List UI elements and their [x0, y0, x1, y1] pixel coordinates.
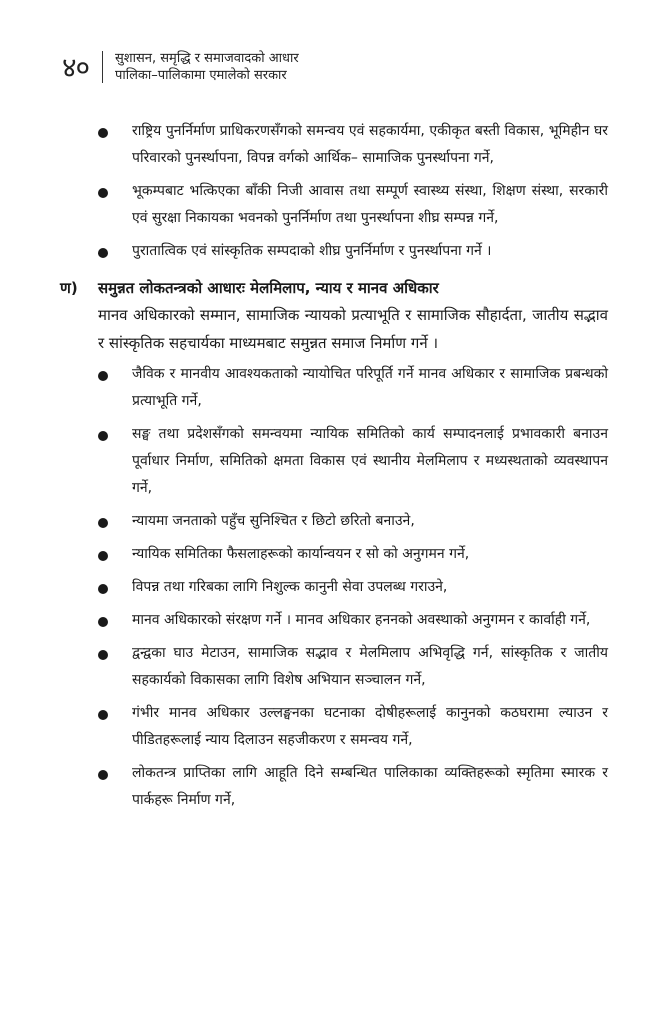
running-header: [62, 48, 299, 86]
section-title: समुन्नत लोकतन्त्रको आधारः मेलमिलाप, न्याय र मानव अधिकार: [98, 279, 439, 297]
list-item-text: न्यायिक समितिका फैसलाहरूको कार्यान्वयन र सो को अनुगमन गर्ने,: [132, 546, 470, 562]
list-item-text: लोकतन्त्र प्राप्तिका लागि आहूति दिने सम्बन्धित पालिकाका व्यक्तिहरूको स्मृतिमा स्मारक र पार्कहरू निर्माण गर्ने,: [132, 765, 608, 808]
bullet-icon: [98, 518, 108, 528]
section-bullet-list: [60, 361, 608, 814]
running-title-line-1: सुशासन, समृद्धि र समाजवादको आधार: [115, 51, 299, 66]
list-item-text: मानव अधिकारको संरक्षण गर्ने । मानव अधिकार हननको अवस्थाको अनुगमन र कार्वाही गर्ने,: [132, 612, 591, 628]
list-item-text: जैविक र मानवीय आवश्यकताको न्यायोचित परिपूर्ति गर्ने मानव अधिकार र सामाजिक प्रबन्धको प्रत्याभूति गर्ने,: [132, 366, 608, 409]
header-divider: [102, 51, 103, 83]
list-item-text: विपन्न तथा गरिबका लागि निशुल्क कानुनी सेवा उपलब्ध गराउने,: [132, 579, 448, 595]
section-intro: मानव अधिकारको सम्मान, सामाजिक न्यायको प्रत्याभूति र सामाजिक सौहार्दता, जातीय सद्भाव र सांस्कृतिक सहचार्यका माध्यमबाट समुन्नत समाज निर्माण गर्ने ।: [98, 306, 608, 352]
list-item: [60, 178, 608, 232]
list-item: [60, 760, 608, 814]
list-item-text: गंभीर मानव अधिकार उल्लङ्घनका घटनाका दोषीहरूलाई कानुनको कठघरामा ल्याउन र पीडितहरूलाई न्याय दिलाउन सहजीकरण र समन्वय गर्ने,: [132, 705, 608, 748]
bullet-icon: [98, 710, 108, 720]
bullet-icon: [98, 431, 108, 441]
list-item-text: न्यायमा जनताको पहुँच सुनिश्चित र छिटो छरितो बनाउने,: [132, 513, 415, 529]
list-item: [60, 118, 608, 172]
bullet-icon: [98, 584, 108, 594]
section-letter: ण): [60, 279, 78, 297]
list-item-text: सङ्घ तथा प्रदेशसँगको समन्वयमा न्यायिक समितिको कार्य सम्पादनलाई प्रभावकारी बनाउन पूर्वाधार निर्माण, समितिको क्षमता विकास एवं स्थानीय मेलमिलाप र मध्यस्थताको व्यवस्थापन गर्ने,: [132, 426, 608, 496]
bullet-icon: [98, 650, 108, 660]
list-item: [60, 238, 608, 265]
list-item: [60, 508, 608, 535]
list-item: [60, 574, 608, 601]
bullet-icon: [98, 617, 108, 627]
bullet-icon: [98, 128, 108, 138]
bullet-icon: [98, 770, 108, 780]
section-heading: [60, 275, 608, 301]
bullet-icon: [98, 248, 108, 258]
running-title-line-2: पालिका–पालिकामा एमालेको सरकार: [115, 68, 287, 83]
list-item: [60, 361, 608, 415]
list-item: [60, 700, 608, 754]
list-item-text: भूकम्पबाट भत्किएका बाँकी निजी आवास तथा सम्पूर्ण स्वास्थ्य संस्था, शिक्षण संस्था, सरकारी एवं सुरक्षा निकायका भवनको पुनर्निर्माण तथा पुनर्स्थापना शीघ्र सम्पन्न गर्ने,: [132, 183, 608, 226]
running-title: [115, 50, 299, 84]
bullet-icon: [98, 371, 108, 381]
list-item-text: राष्ट्रिय पुनर्निर्माण प्राधिकरणसँगको समन्वय एवं सहकार्यमा, एकीकृत बस्ती विकास, भूमिहीन घर परिवारको पुनर्स्थापना, विपन्न वर्गको आर्थिक– सामाजिक पुनर्स्थापना गर्ने,: [132, 123, 608, 166]
section-n: [60, 275, 608, 814]
list-item-text: पुरातात्विक एवं सांस्कृतिक सम्पदाको शीघ्र पुनर्निर्माण र पुनर्स्थापना गर्ने ।: [132, 243, 492, 259]
bullet-icon: [98, 551, 108, 561]
page-body: [60, 118, 608, 820]
list-item: [60, 421, 608, 502]
bullet-icon: [98, 188, 108, 198]
top-bullet-list: [60, 118, 608, 265]
list-item-text: द्वन्द्वका घाउ मेटाउन, सामाजिक सद्भाव र मेलमिलाप अभिवृद्धि गर्न, सांस्कृतिक र जातीय सहकार्यको विकासका लागि विशेष अभियान सञ्चालन गर्ने,: [132, 645, 608, 688]
list-item: [60, 607, 608, 634]
page-number: ४०: [62, 51, 90, 84]
list-item: [60, 640, 608, 694]
list-item: [60, 541, 608, 568]
